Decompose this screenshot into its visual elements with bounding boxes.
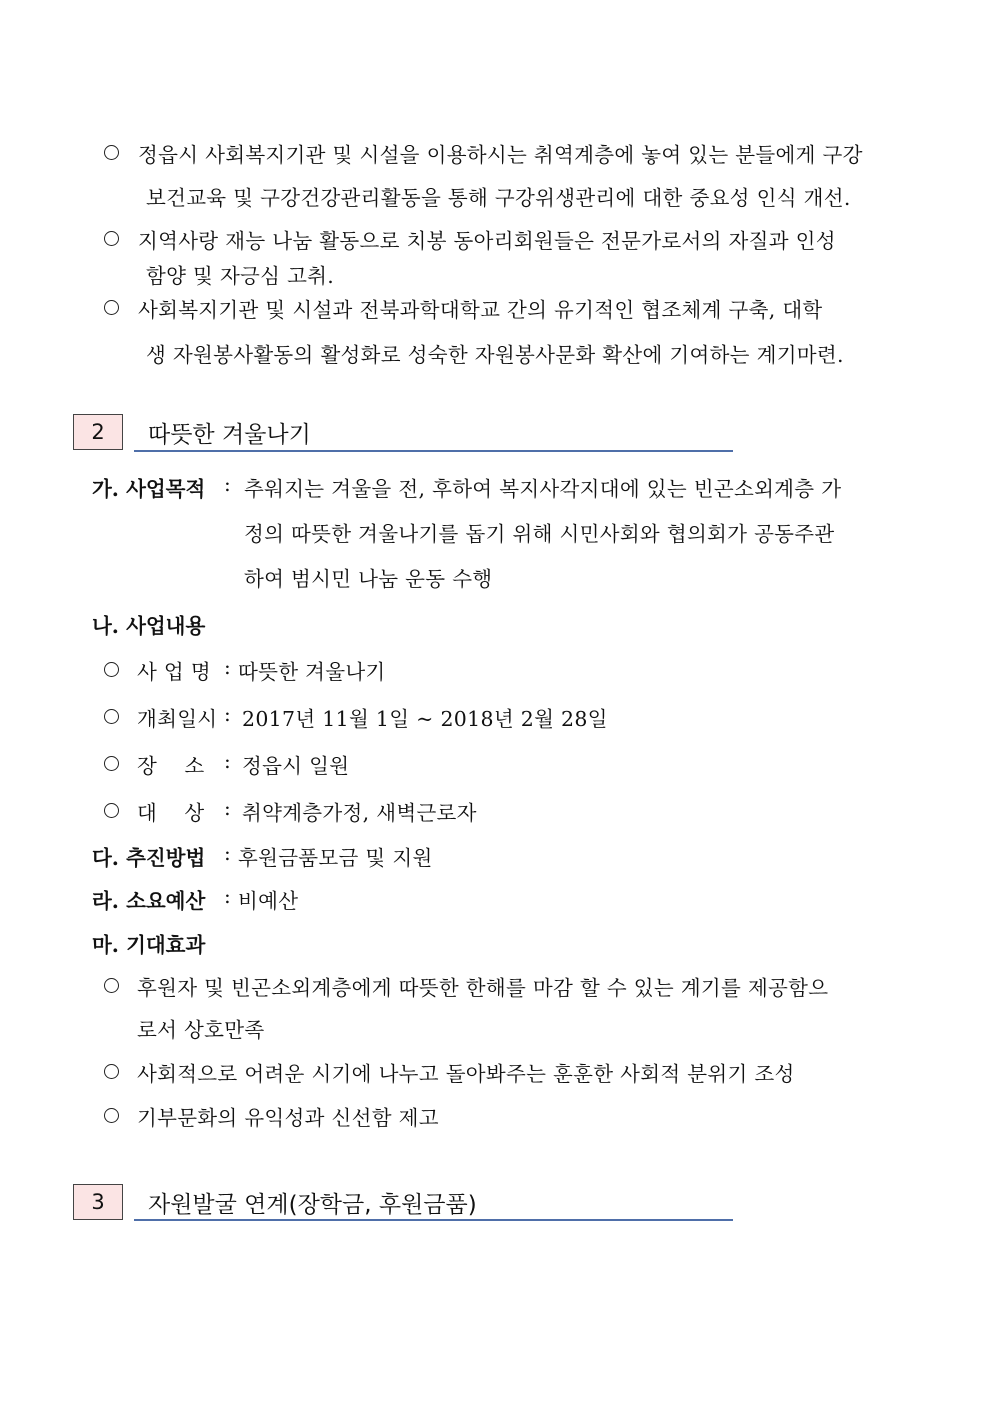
- section-title: 자원발굴 연계(장학금, 후원금품): [148, 1192, 477, 1218]
- purpose-line-1: 추워지는 겨울을 전, 후하여 복지사각지대에 있는 빈곤소외계층 가: [244, 477, 842, 501]
- intro-bullet-1-line-2: 보건교육 및 구강건강관리활동을 통해 구강위생관리에 대한 중요성 인식 개선.: [146, 186, 851, 210]
- content-item-value: 2017년 11월 1일 ~ 2018년 2월 28일: [242, 707, 608, 731]
- content-item-key: 사 업 명: [137, 660, 211, 684]
- circle-bullet-icon: [104, 300, 119, 315]
- colon-separator: :: [224, 749, 231, 773]
- content-item-key: 개최일시: [137, 707, 218, 731]
- colon-separator: :: [224, 884, 231, 908]
- circle-bullet-icon: [104, 1064, 119, 1079]
- circle-bullet-icon: [104, 662, 119, 677]
- effect-item-2: 사회적으로 어려운 시기에 나누고 돌아봐주는 훈훈한 사회적 분위기 조성: [137, 1062, 795, 1086]
- content-item-value: 따뜻한 겨울나기: [238, 660, 386, 684]
- content-item-value: 취약계층가정, 새벽근로자: [242, 801, 477, 825]
- intro-bullet-1-line-1: 정읍시 사회복지기관 및 시설을 이용하시는 취역계층에 놓여 있는 분들에게 구강: [138, 143, 863, 167]
- effect-item-3: 기부문화의 유익성과 신선함 제고: [137, 1106, 439, 1130]
- content-item-key: 장 소: [137, 754, 205, 778]
- purpose-line-2: 정의 따뜻한 겨울나기를 돕기 위해 시민사회와 협의회가 공동주관: [244, 522, 835, 546]
- section-number-badge: 2: [73, 414, 123, 450]
- method-value: 후원금품모금 및 지원: [238, 846, 433, 870]
- section-underline: [134, 450, 733, 452]
- colon-separator: :: [224, 841, 231, 865]
- intro-bullet-3-line-2: 생 자원봉사활동의 활성화로 성숙한 자원봉사문화 확산에 기여하는 계기마련.: [146, 343, 844, 367]
- intro-bullet-2-line-2: 함양 및 자긍심 고취.: [146, 264, 335, 288]
- section-underline: [134, 1219, 733, 1221]
- colon-separator: :: [224, 702, 231, 726]
- effect-label: 마. 기대효과: [92, 933, 206, 957]
- intro-bullet-3-line-1: 사회복지기관 및 시설과 전북과학대학교 간의 유기적인 협조체계 구축, 대학: [138, 298, 823, 322]
- content-item-value: 정읍시 일원: [242, 754, 350, 778]
- circle-bullet-icon: [104, 803, 119, 818]
- budget-value: 비예산: [238, 889, 299, 913]
- colon-separator: :: [224, 796, 231, 820]
- purpose-line-3: 하여 범시민 나눔 운동 수행: [244, 567, 493, 591]
- circle-bullet-icon: [104, 1108, 119, 1123]
- intro-bullet-2-line-1: 지역사랑 재능 나눔 활동으로 치봉 동아리회원들은 전문가로서의 자질과 인성: [138, 229, 836, 253]
- content-item-key: 대 상: [137, 801, 205, 825]
- colon-separator: :: [224, 472, 231, 496]
- effect-item-1-line-1: 후원자 및 빈곤소외계층에게 따뜻한 한해를 마감 할 수 있는 계기를 제공함으: [137, 976, 829, 1000]
- circle-bullet-icon: [104, 231, 119, 246]
- section-number-badge: 3: [73, 1184, 123, 1220]
- circle-bullet-icon: [104, 756, 119, 771]
- colon-separator: :: [224, 655, 231, 679]
- method-label: 다. 추진방법: [92, 846, 206, 870]
- circle-bullet-icon: [104, 978, 119, 993]
- section-title: 따뜻한 겨울나기: [148, 422, 311, 448]
- budget-label: 라. 소요예산: [92, 889, 206, 913]
- effect-item-1-line-2: 로서 상호만족: [137, 1018, 265, 1042]
- purpose-label: 가. 사업목적: [92, 477, 206, 501]
- circle-bullet-icon: [104, 709, 119, 724]
- content-label: 나. 사업내용: [92, 614, 206, 638]
- circle-bullet-icon: [104, 145, 119, 160]
